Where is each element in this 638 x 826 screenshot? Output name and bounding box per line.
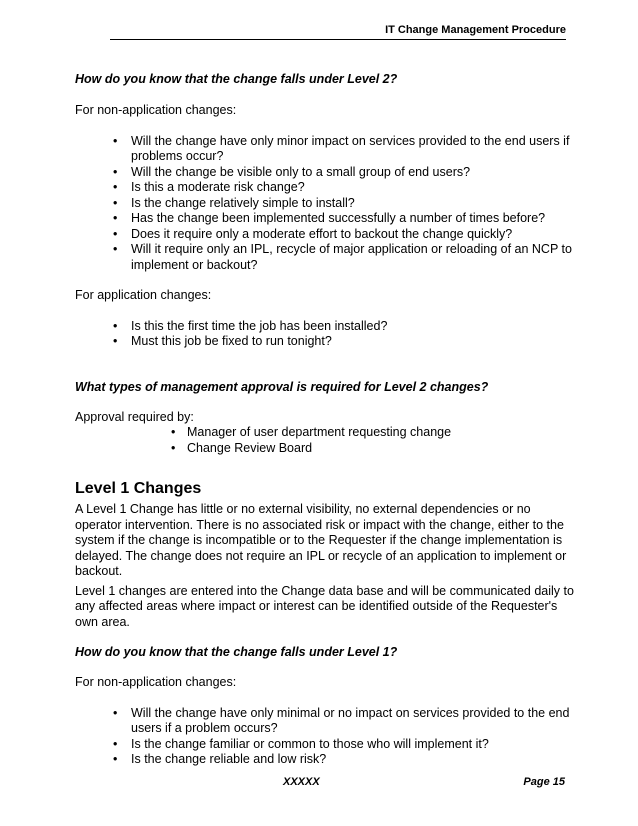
page-header xyxy=(110,24,566,40)
list-item: • Will the change have only minimal or no impact on services provided to the end users if a problem occurs? xyxy=(75,706,575,737)
app-label: For application changes: xyxy=(75,288,212,302)
level2-question-2: What types of management approval is required for Level 2 changes? xyxy=(75,379,489,394)
list-item: • Does it require only a moderate effort to backout the change quickly? xyxy=(75,227,575,243)
level1-question: How do you know that the change falls under Level 1? xyxy=(75,645,398,659)
approval-list xyxy=(75,425,575,456)
list-item: • Has the change been implemented successfully a number of times before? xyxy=(75,211,575,227)
footer-center-text: XXXXX xyxy=(283,776,320,788)
level1-paragraph-2: Level 1 changes are entered into the Change data base and will be communicated daily to any affected areas where impact or interest can be identified outside of the Requester's own area. xyxy=(75,583,574,629)
approval-label: Approval required by: xyxy=(75,409,194,424)
level1-nonapp-list xyxy=(75,706,575,768)
page-number: Page 15 xyxy=(523,776,565,788)
nonapp-label-1: For non-application changes: xyxy=(75,103,237,117)
page-content xyxy=(75,72,575,768)
list-item: • Is the change familiar or common to those who will implement it? xyxy=(75,737,575,753)
nonapp-label-2: For non-application changes: xyxy=(75,675,237,689)
level1-paragraph-1: A Level 1 Change has little or no external visibility, no external dependencies or no operator intervention. There is no associated risk or impact with the change, either to the system if the change is incompatible or to the Requester if the change implementation is delayed. The change does not require an IPL or recycle of an application to implement or backout. xyxy=(75,502,567,578)
list-item: • Will it require only an IPL, recycle of major application or reloading of an NCP to implement or backout? xyxy=(75,242,575,273)
list-item: • Will the change be visible only to a small group of end users? xyxy=(75,165,575,181)
header-title: IT Change Management Procedure xyxy=(385,24,566,36)
list-item: • Is the change reliable and low risk? xyxy=(75,752,575,768)
list-item: • Is the change relatively simple to install? xyxy=(75,196,575,212)
list-item: • Must this job be fixed to run tonight? xyxy=(75,334,575,350)
level2-nonapp-list xyxy=(75,134,575,274)
list-item: • Manager of user department requesting change xyxy=(75,425,575,441)
list-item: • Is this the first time the job has been installed? xyxy=(75,319,575,335)
list-item: • Is this a moderate risk change? xyxy=(75,180,575,196)
level2-app-list xyxy=(75,319,575,350)
list-item: • Will the change have only minor impact on services provided to the end users if problems occur? xyxy=(75,134,575,165)
level1-heading: Level 1 Changes xyxy=(75,480,202,497)
level2-question-1: How do you know that the change falls under Level 2? xyxy=(75,72,398,86)
list-item: • Change Review Board xyxy=(75,441,575,457)
